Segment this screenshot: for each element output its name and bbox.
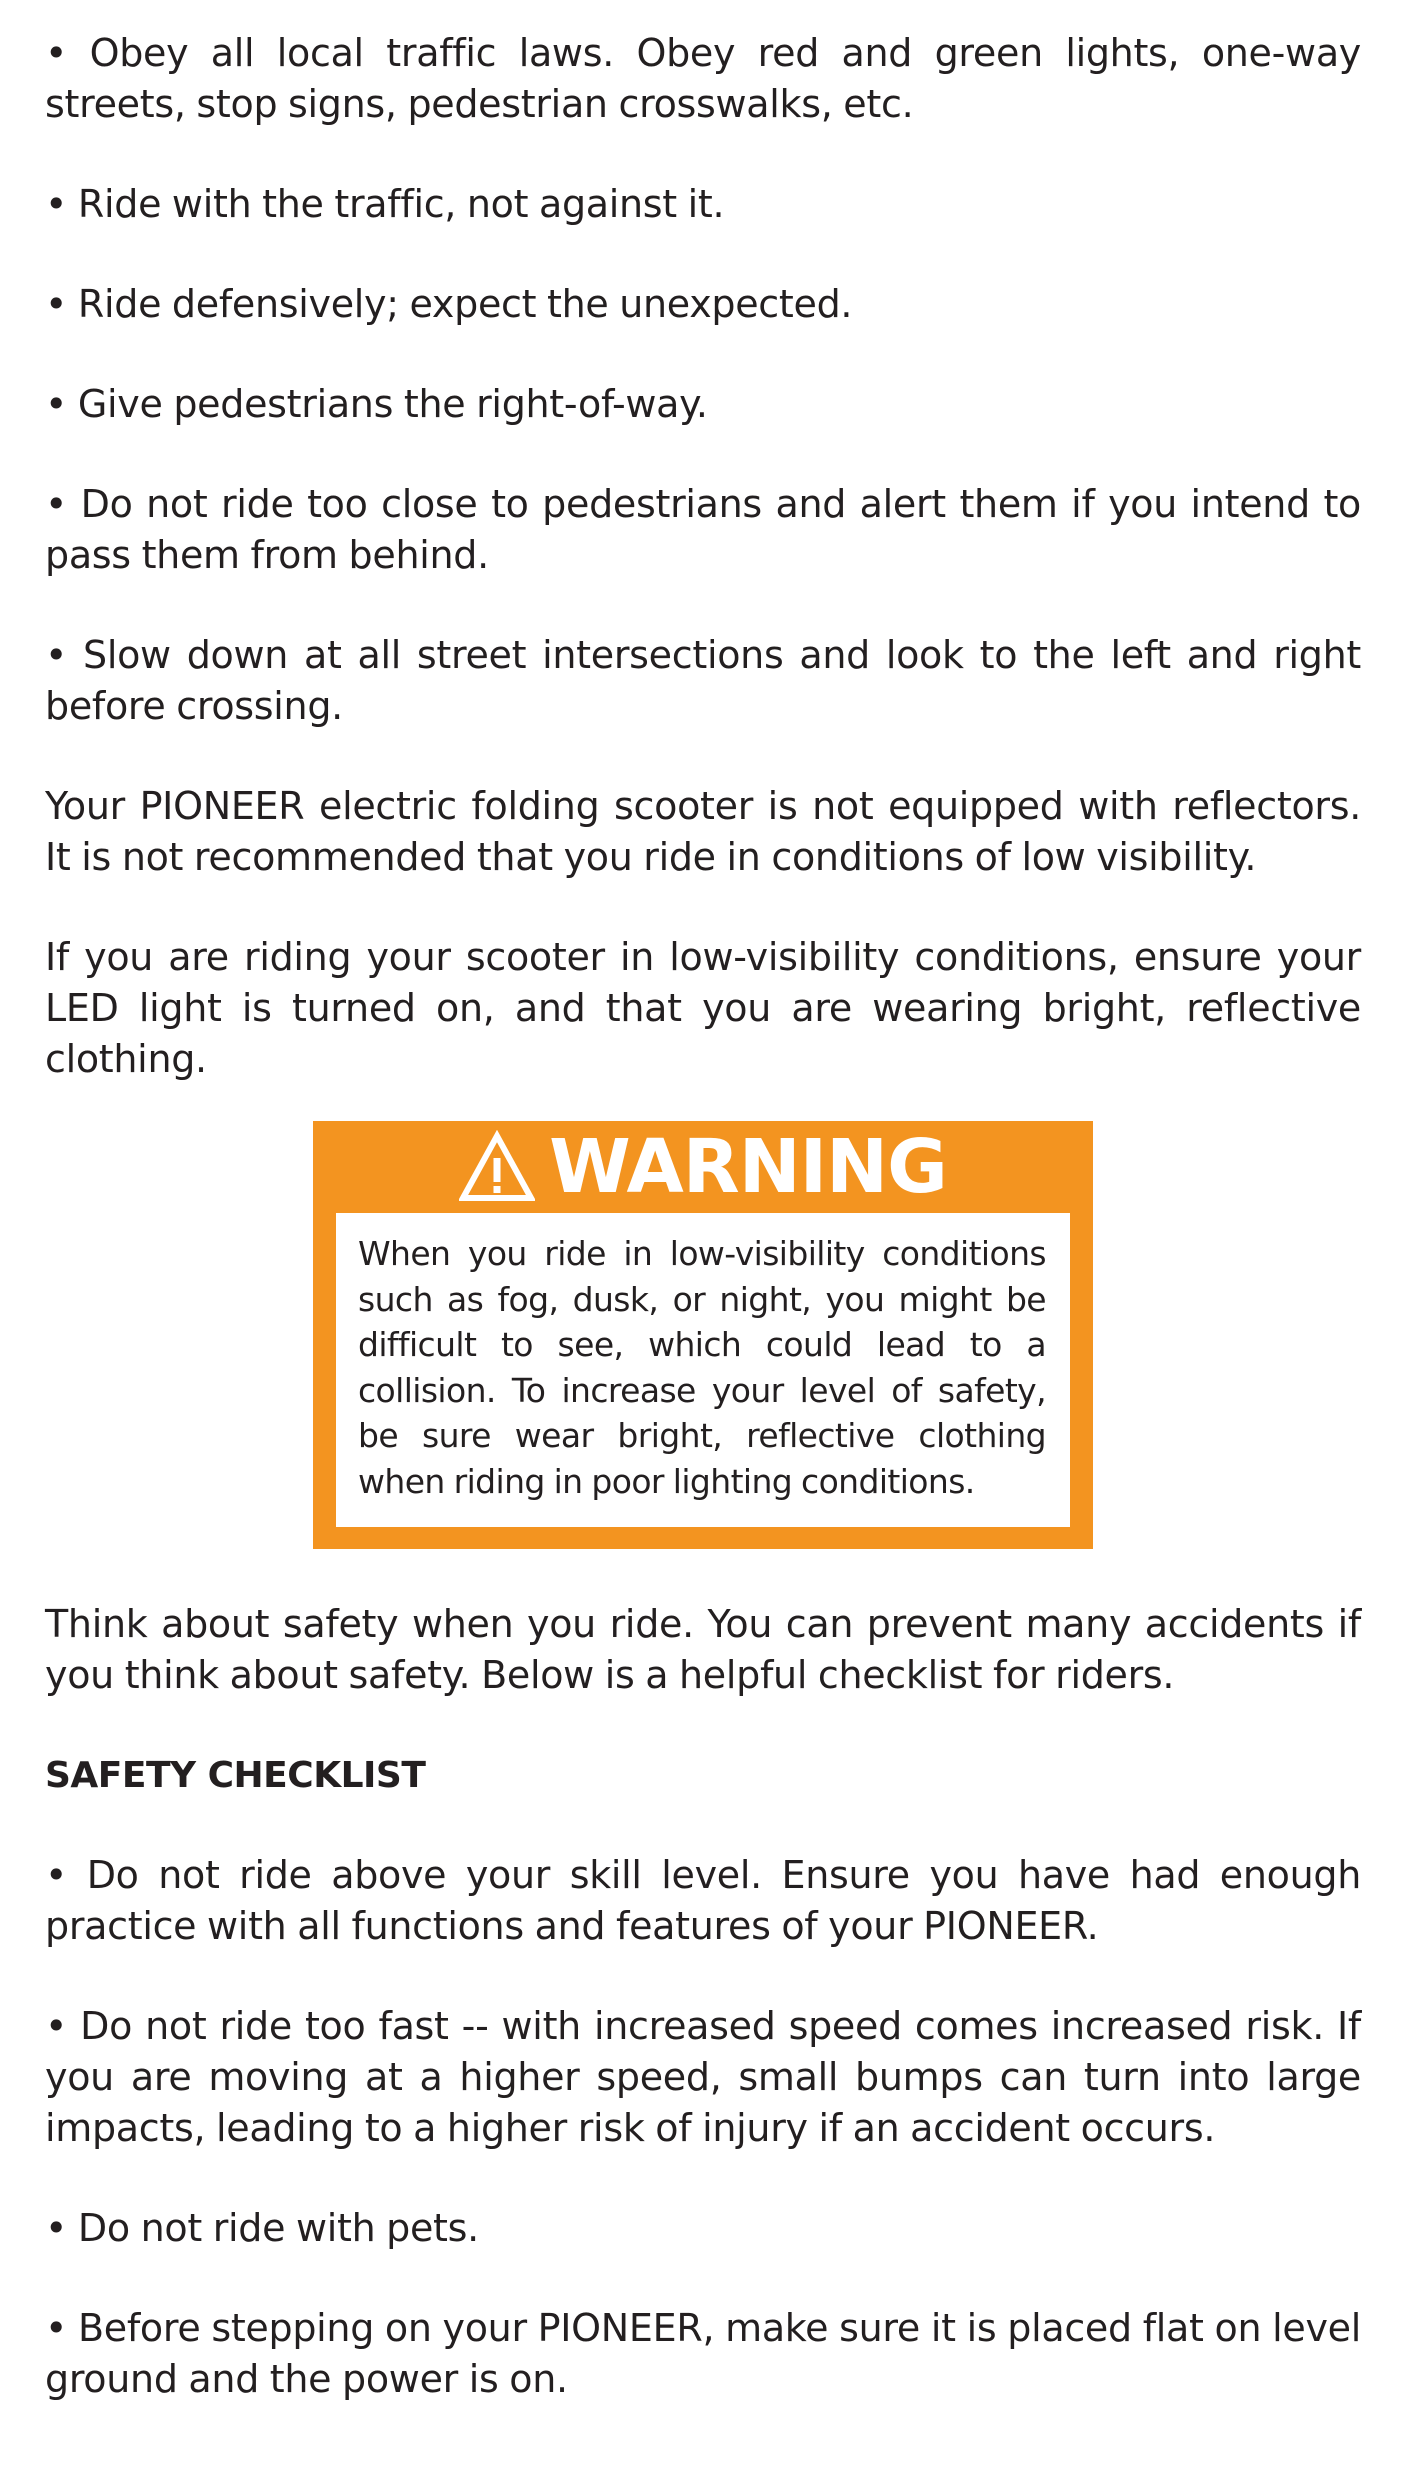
- warning-title: WARNING: [549, 1124, 947, 1210]
- checklist-skill-level: • Do not ride above your skill level. Ensure you have had enough practice with all functions and features of your PIONEER.: [45, 1853, 1361, 1948]
- bullet-ride-defensively: • Ride defensively; expect the unexpected.: [45, 282, 853, 326]
- bullet-ride-with-traffic: • Ride with the traffic, not against it.: [45, 182, 725, 226]
- bullet-slow-at-intersections: • Slow down at all street intersections and look to the left and right before crossing.: [45, 633, 1361, 728]
- warning-body: When you ride in low-visibility conditions such as fog, dusk, or night, you might be difficult to see, which could lead to a collision. To increase your level of safety, be sure wear bright, reflective clothing when riding in poor lighting conditions.: [336, 1213, 1070, 1527]
- bullet-obey-traffic-laws: • Obey all local traffic laws. Obey red and green lights, one-way streets, stop signs, pedestrian crosswalks, etc.: [45, 31, 1361, 126]
- warning-triangle-icon: [459, 1130, 535, 1206]
- checklist-speed: • Do not ride too fast -- with increased speed comes increased risk. If you are moving at a higher speed, small bumps can turn into large impacts, leading to a higher risk of injury if an accident occurs.: [45, 2004, 1361, 2150]
- bullet-pedestrian-distance: • Do not ride too close to pedestrians and alert them if you intend to pass them from behind.: [45, 482, 1361, 577]
- checklist-level-ground: • Before stepping on your PIONEER, make sure it is placed flat on level ground and the power is on.: [45, 2306, 1361, 2401]
- low-visibility-paragraph: If you are riding your scooter in low-visibility conditions, ensure your LED light is turned on, and that you are wearing bright, reflective clothing.: [45, 935, 1361, 1081]
- warning-header: [313, 1121, 1093, 1213]
- safety-paragraph: Think about safety when you ride. You can prevent many accidents if you think about safety. Below is a helpful checklist for riders.: [45, 1602, 1361, 1697]
- manual-page: [45, 28, 1361, 2454]
- checklist-heading: SAFETY CHECKLIST: [45, 1755, 426, 1796]
- reflectors-paragraph: Your PIONEER electric folding scooter is not equipped with reflectors. It is not recommended that you ride in conditions of low visibility.: [45, 784, 1361, 879]
- checklist-pets: • Do not ride with pets.: [45, 2206, 479, 2250]
- bullet-pedestrian-right-of-way: • Give pedestrians the right-of-way.: [45, 382, 708, 426]
- warning-box: [313, 1121, 1093, 1549]
